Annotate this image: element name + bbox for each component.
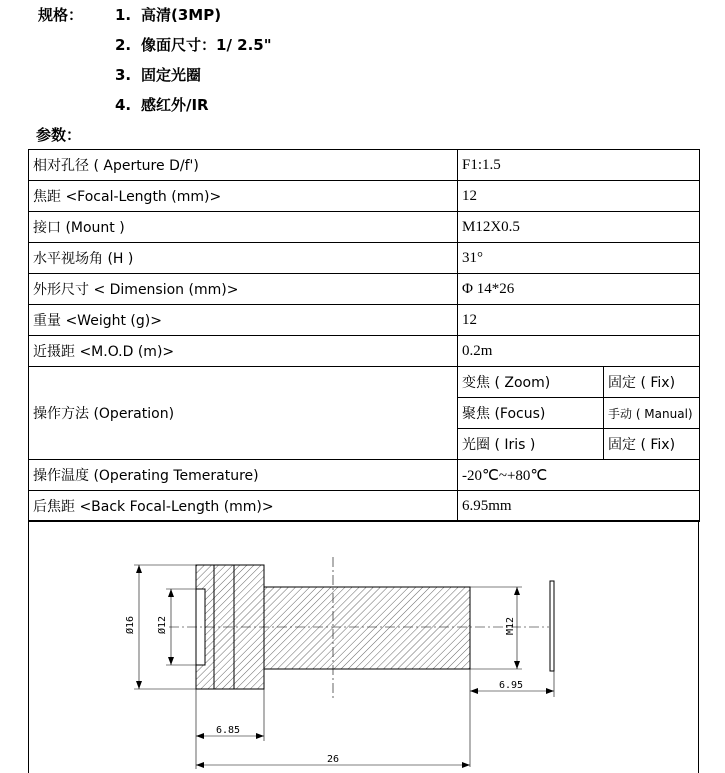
param-value: F1:1.5 [458, 150, 700, 181]
table-row [29, 305, 700, 336]
specs-label: 规格： [38, 6, 84, 24]
table-row [29, 212, 700, 243]
table-row [29, 491, 700, 522]
dim-685: 6.85 [216, 725, 241, 736]
param-value: -20℃~+80℃ [458, 460, 700, 491]
table-row [29, 460, 700, 491]
param-name: 后焦距 <Back Focal-Length (mm)> [29, 491, 458, 522]
spec-item: 1. 高清(3MP) [115, 6, 222, 24]
dim-d16: Ø16 [125, 615, 136, 634]
param-name: 相对孔径 ( Aperture D/f') [29, 150, 458, 181]
param-value: 6.95mm [458, 491, 700, 522]
dim-26: 26 [327, 754, 340, 765]
param-name: 操作方法 (Operation) [29, 367, 458, 460]
params-label: 参数： [36, 126, 82, 144]
dim-m12: M12 [505, 616, 516, 635]
spec-item: 3. 固定光圈 [115, 66, 202, 84]
param-value: 12 [458, 305, 700, 336]
operation-sub-value: 手动 ( Manual) [604, 398, 700, 429]
param-value: 0.2m [458, 336, 700, 367]
param-value: Φ 14*26 [458, 274, 700, 305]
sensor-plane [550, 581, 554, 671]
lens-drawing [28, 520, 699, 773]
operation-sub-value: 固定 ( Fix) [604, 429, 700, 460]
param-value: 12 [458, 181, 700, 212]
dim-695: 6.95 [499, 680, 524, 691]
param-name: 焦距 <Focal-Length (mm)> [29, 181, 458, 212]
table-row [29, 336, 700, 367]
operation-sub-name: 聚焦 (Focus) [458, 398, 604, 429]
param-name: 操作温度 (Operating Temerature) [29, 460, 458, 491]
param-name: 近摄距 <M.O.D (m)> [29, 336, 458, 367]
spec-item: 4. 感红外/IR [115, 96, 209, 114]
lens-dimension-diagram [29, 521, 698, 773]
param-name: 外形尺寸 < Dimension (mm)> [29, 274, 458, 305]
table-row [29, 274, 700, 305]
table-row [29, 150, 700, 181]
lens-barrel [264, 587, 470, 669]
param-name: 水平视场角 (H ) [29, 243, 458, 274]
param-name: 重量 <Weight (g)> [29, 305, 458, 336]
param-value: 31° [458, 243, 700, 274]
table-row [29, 181, 700, 212]
dim-d12: Ø12 [157, 615, 168, 634]
table-row [29, 367, 700, 398]
operation-sub-name: 变焦 ( Zoom) [458, 367, 604, 398]
param-value: M12X0.5 [458, 212, 700, 243]
operation-sub-value: 固定 ( Fix) [604, 367, 700, 398]
spec-item: 2. 像面尺寸：1/ 2.5" [115, 36, 272, 54]
params-table [28, 149, 700, 522]
table-row [29, 243, 700, 274]
param-name: 接口 (Mount ) [29, 212, 458, 243]
operation-sub-name: 光圈 ( Iris ) [458, 429, 604, 460]
